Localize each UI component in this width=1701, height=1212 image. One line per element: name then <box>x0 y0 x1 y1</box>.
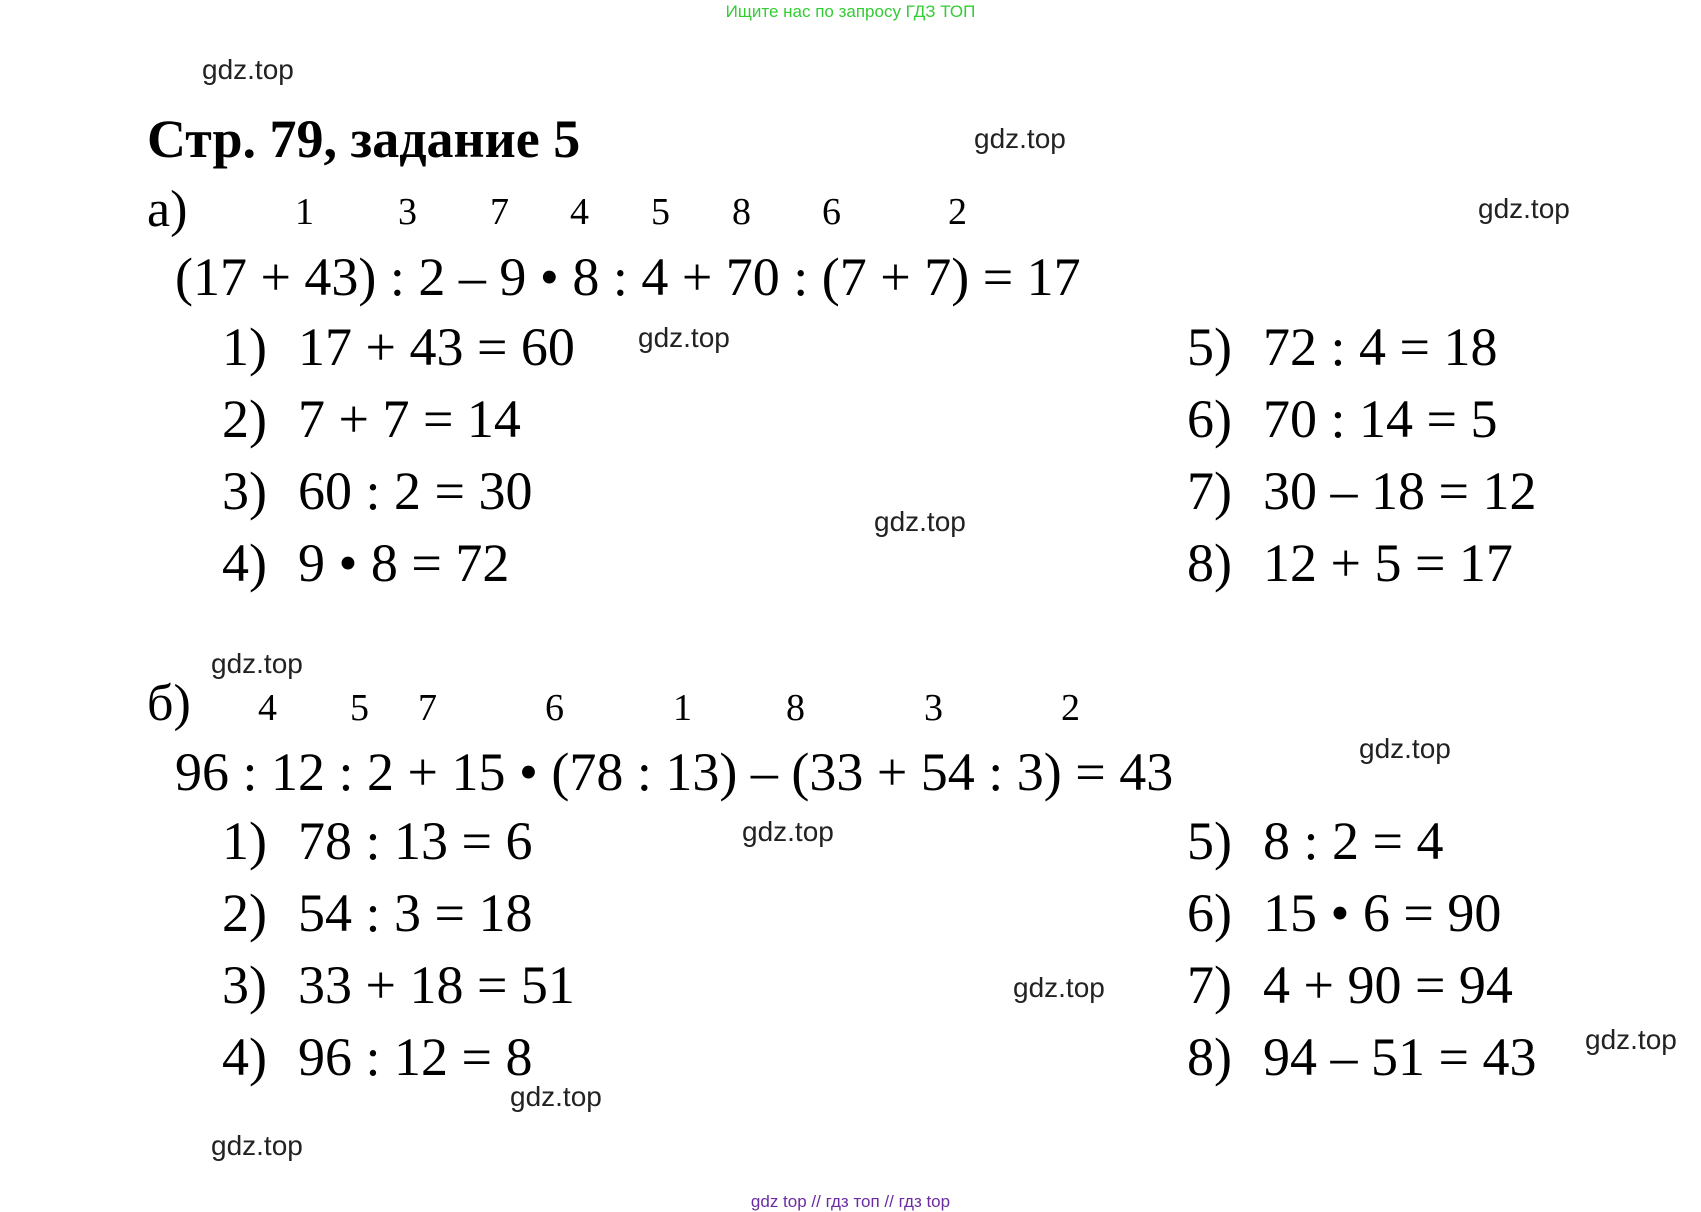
order-number: 8 <box>732 191 751 233</box>
step-item <box>222 1026 532 1088</box>
step-number: 6) <box>1187 389 1232 449</box>
step-item <box>222 316 575 378</box>
part-a-expression: (17 + 43) : 2 – 9 • 8 : 4 + 70 : (7 + 7) = 17 <box>175 247 1081 307</box>
order-number: 8 <box>786 687 805 729</box>
step-number: 8) <box>1187 1027 1232 1087</box>
step-item <box>1187 388 1497 450</box>
step-number: 2) <box>222 389 267 449</box>
step-item <box>1187 316 1497 378</box>
order-number: 2 <box>1061 687 1080 729</box>
step-text: 54 : 3 = 18 <box>298 883 533 943</box>
watermark: gdz.top <box>974 123 1066 154</box>
order-number: 7 <box>418 687 437 729</box>
order-number: 5 <box>350 687 369 729</box>
step-text: 8 : 2 = 4 <box>1263 811 1444 871</box>
step-text: 15 • 6 = 90 <box>1263 883 1502 943</box>
step-text: 33 + 18 = 51 <box>298 955 575 1015</box>
order-number: 2 <box>948 191 967 233</box>
watermark: gdz.top <box>1359 733 1451 764</box>
step-text: 7 + 7 = 14 <box>298 389 521 449</box>
step-text: 94 – 51 = 43 <box>1263 1027 1537 1087</box>
step-number: 6) <box>1187 883 1232 943</box>
watermark: gdz.top <box>510 1081 602 1112</box>
step-text: 70 : 14 = 5 <box>1263 389 1498 449</box>
order-number: 3 <box>924 687 943 729</box>
order-number: 1 <box>673 687 692 729</box>
step-item <box>1187 1026 1536 1088</box>
order-number: 6 <box>545 687 564 729</box>
step-number: 3) <box>222 461 267 521</box>
step-number: 7) <box>1187 461 1232 521</box>
order-number: 6 <box>822 191 841 233</box>
part-b-label: б) <box>147 675 191 732</box>
watermark: gdz.top <box>1013 972 1105 1003</box>
step-text: 30 – 18 = 12 <box>1263 461 1537 521</box>
watermark: gdz.top <box>874 506 966 537</box>
step-text: 72 : 4 = 18 <box>1263 317 1498 377</box>
step-number: 4) <box>222 533 267 593</box>
page-title: Стр. 79, задание 5 <box>147 109 581 169</box>
part-b-expression: 96 : 12 : 2 + 15 • (78 : 13) – (33 + 54 : 3) = 43 <box>175 742 1174 802</box>
step-item <box>222 810 532 872</box>
step-number: 3) <box>222 955 267 1015</box>
watermark: gdz.top <box>211 648 303 679</box>
step-number: 5) <box>1187 811 1232 871</box>
watermark: gdz.top <box>638 322 730 353</box>
step-number: 4) <box>222 1027 267 1087</box>
watermark: gdz.top <box>742 816 834 847</box>
watermark: gdz.top <box>1585 1024 1677 1055</box>
order-number: 4 <box>258 687 277 729</box>
step-text: 17 + 43 = 60 <box>298 317 575 377</box>
order-number: 7 <box>490 191 509 233</box>
step-text: 4 + 90 = 94 <box>1263 955 1513 1015</box>
step-item <box>222 388 521 450</box>
step-item <box>222 460 532 522</box>
step-text: 96 : 12 = 8 <box>298 1027 533 1087</box>
step-item <box>1187 810 1443 872</box>
watermark: gdz.top <box>211 1130 303 1161</box>
step-item <box>222 954 575 1016</box>
step-item <box>222 532 509 594</box>
step-number: 2) <box>222 883 267 943</box>
step-number: 8) <box>1187 533 1232 593</box>
step-item <box>1187 954 1513 1016</box>
step-item <box>1187 532 1513 594</box>
step-item <box>1187 460 1536 522</box>
step-item <box>1187 882 1501 944</box>
step-number: 1) <box>222 317 267 377</box>
order-number: 1 <box>295 191 314 233</box>
step-text: 9 • 8 = 72 <box>298 533 510 593</box>
order-number: 3 <box>398 191 417 233</box>
step-number: 1) <box>222 811 267 871</box>
search-banner: Ищите нас по запросу ГДЗ ТОП <box>725 2 976 21</box>
step-text: 78 : 13 = 6 <box>298 811 533 871</box>
order-number: 4 <box>570 191 589 233</box>
step-number: 7) <box>1187 955 1232 1015</box>
step-number: 5) <box>1187 317 1232 377</box>
watermark: gdz.top <box>202 54 294 85</box>
watermark: gdz.top <box>1478 193 1570 224</box>
step-text: 12 + 5 = 17 <box>1263 533 1513 593</box>
step-item <box>222 882 532 944</box>
part-a-label: а) <box>147 181 188 238</box>
step-text: 60 : 2 = 30 <box>298 461 533 521</box>
footer-watermark: gdz top // гдз топ // гдз top <box>750 1192 951 1211</box>
order-number: 5 <box>651 191 670 233</box>
